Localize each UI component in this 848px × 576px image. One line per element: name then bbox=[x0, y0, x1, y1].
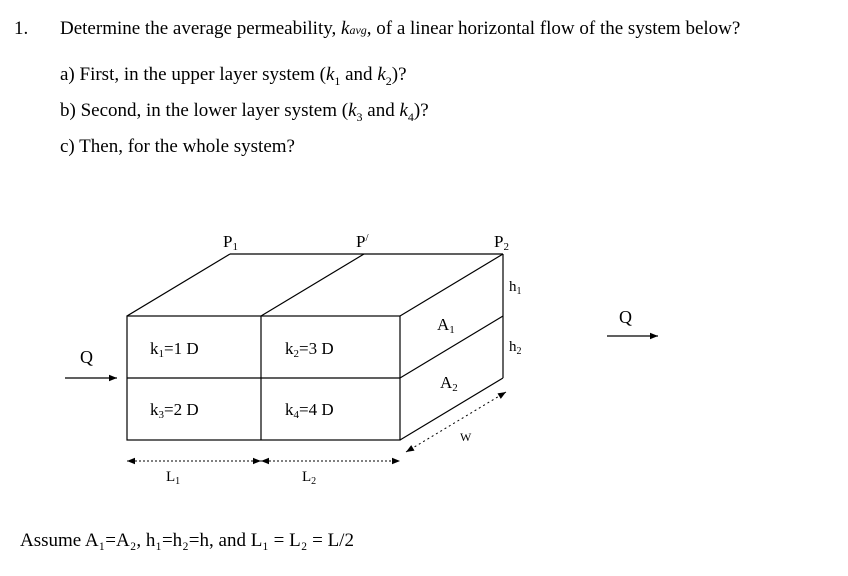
part-a-end: )? bbox=[391, 64, 407, 85]
a1-label: A1 bbox=[437, 315, 455, 336]
top-edge-mid bbox=[261, 254, 364, 316]
question-text-after: , of a linear horizontal flow of the system below? bbox=[366, 18, 741, 39]
part-a-and: and bbox=[340, 64, 378, 85]
part-b-end: )? bbox=[413, 100, 429, 121]
k3-label: k3=2 D bbox=[150, 400, 199, 421]
k4-label: k4=4 D bbox=[285, 400, 334, 421]
top-edge-right bbox=[400, 254, 503, 316]
top-edge-left bbox=[127, 254, 230, 316]
l1-label: $L_1$ bbox=[166, 469, 181, 487]
part-a-k1-sub: 1 bbox=[334, 73, 341, 88]
part-a-k1: k bbox=[325, 64, 335, 85]
p1-label: P1 bbox=[223, 232, 238, 253]
part-a-k2-sub: 2 bbox=[385, 73, 392, 88]
part-a-k2: k bbox=[377, 64, 386, 85]
k1-label: k1=1 D bbox=[150, 339, 199, 360]
part-b-k3-sub: 3 bbox=[356, 109, 363, 124]
part-b-label: b) Second, in the lower layer system ( bbox=[60, 100, 349, 121]
k-symbol: k bbox=[341, 18, 350, 39]
part-c: c) Then, for the whole system? bbox=[60, 136, 295, 157]
part-b-and: and bbox=[362, 100, 400, 121]
question-number: 1. bbox=[14, 18, 29, 39]
a2-label: A2 bbox=[440, 373, 458, 394]
width-dimension-line bbox=[406, 392, 506, 452]
assumption-text: Assume A₁=A₂, h₁=h₂=h, and L₁ = L₂ = L/2 bbox=[20, 530, 354, 551]
k2-label: k2=3 D bbox=[285, 339, 334, 360]
k-subscript: avg bbox=[349, 23, 367, 37]
part-b-k3: k bbox=[348, 100, 357, 121]
question-text-before: Determine the average permeability, bbox=[60, 18, 341, 39]
l2-label: $L_2$ bbox=[302, 469, 317, 487]
h1-label: $h_1$ bbox=[509, 279, 522, 297]
h2-label: $h_2$ bbox=[509, 339, 522, 357]
q-right-label: Q bbox=[619, 307, 632, 327]
p2-label: P2 bbox=[494, 232, 509, 253]
q-left-label: Q bbox=[80, 347, 93, 367]
p-prime-label: P/ bbox=[356, 232, 369, 251]
part-b-k4-sub: 4 bbox=[407, 109, 414, 124]
part-a-label: a) First, in the upper layer system ( bbox=[60, 64, 326, 85]
part-b-k4: k bbox=[399, 100, 408, 121]
w-label: W bbox=[460, 430, 472, 444]
